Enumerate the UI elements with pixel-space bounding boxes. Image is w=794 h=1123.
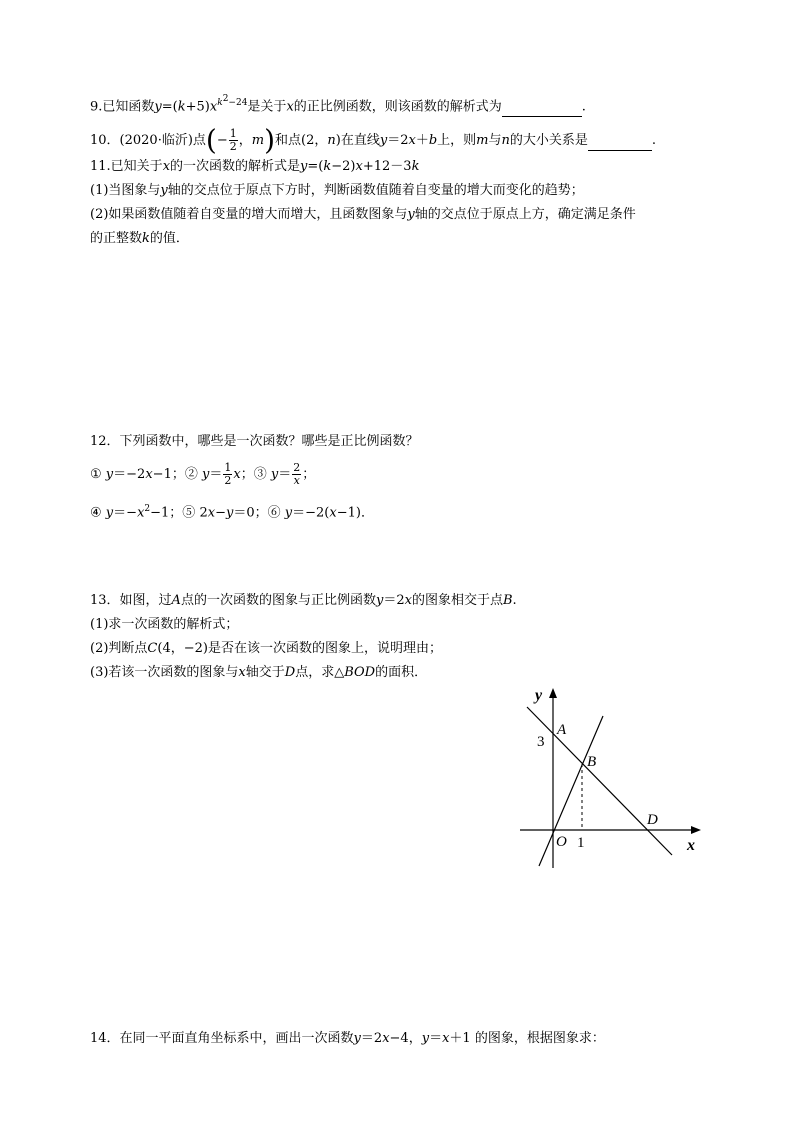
- q11-text: 的正整数: [90, 231, 143, 246]
- q14-text: ＝2: [360, 1031, 383, 1046]
- q11-var: y: [160, 183, 168, 198]
- q12-var: y: [105, 467, 114, 482]
- q12-text: ＝0；⑥: [233, 505, 281, 521]
- question-11-line-4: [90, 230, 189, 248]
- q13-var: A: [171, 593, 181, 608]
- q10-text: 和点(2，: [275, 133, 328, 148]
- q10-text: ＝2: [387, 133, 409, 148]
- q10-text: 的大小关系是: [509, 133, 588, 148]
- q11-text: −2): [331, 159, 356, 174]
- q10-var: n: [501, 133, 510, 148]
- q9-var: k: [177, 99, 186, 115]
- q12-var: x: [233, 467, 241, 482]
- q10-var: n: [327, 133, 336, 148]
- question-9: [90, 90, 586, 117]
- y-axis-label: y: [535, 687, 543, 704]
- denominator: 2: [229, 140, 237, 153]
- right-paren: ): [264, 123, 276, 157]
- q13-var: D: [284, 665, 296, 680]
- q14-var: x: [382, 1031, 390, 1046]
- question-13-line-2: (1)求一次函数的解析式；: [90, 617, 239, 632]
- q11-var: y: [407, 207, 415, 222]
- q12-text: −1；②: [152, 467, 198, 482]
- q10-text: 10．(2020·临沂)点: [90, 133, 206, 148]
- q11-var: k: [142, 231, 150, 246]
- numerator: 2: [293, 461, 301, 474]
- q13-text: (2)判断点: [90, 641, 148, 656]
- q12-text: 2: [199, 505, 208, 521]
- q10-text: ，: [238, 133, 252, 148]
- q12-text: ；③: [240, 467, 267, 482]
- q13-text: ＝2: [383, 593, 405, 608]
- q12-var: x: [329, 505, 337, 521]
- q10-text: )在直线: [335, 133, 380, 148]
- q11-text: =(: [307, 159, 324, 174]
- q11-var: x: [355, 159, 363, 174]
- question-13-line-3: [90, 640, 442, 658]
- q12-var: y: [225, 505, 234, 521]
- tick-label-y-3: 3: [537, 734, 545, 750]
- q10-var: m: [476, 133, 489, 148]
- q9-text: +5): [185, 99, 210, 115]
- tick-label-x-1: 1: [577, 835, 585, 851]
- q9-text: 是关于: [247, 99, 287, 115]
- q12-var: y: [284, 505, 293, 521]
- point-b-label: B: [587, 754, 597, 770]
- q14-var: y: [421, 1031, 430, 1046]
- numerator: 1: [229, 127, 237, 140]
- q9-text: −24: [228, 98, 248, 108]
- q9-text: =(: [161, 99, 178, 115]
- line-y-equals-2x: [539, 716, 603, 866]
- q12-text: ＝: [209, 467, 223, 482]
- denominator: x: [293, 474, 300, 487]
- q9-exponent: [217, 94, 248, 108]
- question-13-line-4: [90, 664, 427, 682]
- q13-text: .: [512, 593, 517, 608]
- q12-var: x: [137, 505, 145, 521]
- q10-var: y: [379, 133, 388, 148]
- q14-text: ＝: [429, 1031, 443, 1046]
- item-number: ①: [90, 467, 102, 482]
- q9-text: 的正比例函数，则该函数的解析式为: [293, 99, 502, 115]
- q12-var: y: [105, 505, 114, 521]
- origin-label: O: [556, 834, 567, 850]
- coordinate-figure: [505, 680, 715, 875]
- q10-var: m: [251, 133, 265, 148]
- q13-var: x: [238, 665, 246, 680]
- question-14: [90, 1030, 605, 1048]
- fraction: [229, 128, 238, 153]
- answer-blank[interactable]: [588, 132, 652, 151]
- q13-var: x: [404, 593, 412, 608]
- q11-text: (1)当图象与: [90, 183, 161, 198]
- q12-var: y: [201, 467, 210, 482]
- x-axis-arrow: [691, 826, 701, 834]
- q11-var: k: [411, 159, 420, 174]
- q11-text: (2)如果函数值随着自变量的增大而增大，且函数图象与: [90, 207, 408, 222]
- q10-text: 与: [488, 133, 502, 148]
- q10-text: ＋: [415, 133, 429, 148]
- fraction: [223, 462, 232, 487]
- q13-text: 的图象相交于点: [411, 593, 503, 608]
- q12-text: ＝−2(: [292, 505, 330, 521]
- question-12-row-1: [90, 462, 315, 487]
- q11-text: 轴的交点位于原点上方，确定满足条件: [414, 207, 636, 222]
- q12-text: −1)．: [336, 505, 374, 521]
- q9-text: .: [581, 99, 586, 115]
- q9-var: x: [209, 99, 218, 115]
- q11-var: k: [323, 159, 332, 174]
- q13-text: (4，−2)是否在该一次函数的图象上，说明理由；: [157, 641, 442, 656]
- question-13-line-1: [90, 592, 517, 610]
- line-through-a-d: [527, 707, 672, 855]
- numerator: 1: [224, 461, 232, 474]
- q13-text: 的面积．: [375, 665, 428, 680]
- q11-text: +12－3: [362, 159, 412, 174]
- q9-text: 9.已知函数: [90, 99, 155, 115]
- q14-text: −4，: [389, 1031, 422, 1046]
- question-10: [90, 123, 657, 157]
- question-12-row-2: [90, 500, 374, 522]
- q11-var: y: [300, 159, 308, 174]
- q11-text: 的一次函数的解析式是: [170, 159, 301, 174]
- question-11-line-1: [90, 158, 419, 176]
- y-axis-arrow: [549, 688, 557, 698]
- x-axis-label: x: [687, 837, 695, 854]
- q12-text: −1；⑤: [150, 505, 196, 521]
- question-11-line-2: [90, 182, 584, 200]
- q9-var: k: [217, 98, 223, 108]
- q13-text: (3)若该一次函数的图象与: [90, 665, 239, 680]
- minus-sign: −: [216, 133, 228, 148]
- q9-var: x: [286, 99, 294, 115]
- q12-var: x: [207, 505, 216, 521]
- exponent: 2: [144, 504, 151, 514]
- q12-text: −: [215, 505, 226, 521]
- q12-text: ＝: [278, 467, 292, 482]
- q11-text: 轴的交点位于原点下方时，判断函数值随着自变量的增大而变化的趋势；: [167, 183, 584, 198]
- point-a-label: A: [557, 722, 567, 738]
- q12-text: ＝−2: [113, 467, 146, 482]
- q12-text: ＝−: [113, 505, 138, 521]
- q10-var: x: [408, 133, 416, 148]
- q10-text: 上，则: [437, 133, 477, 148]
- q11-text: 11.已知关于: [90, 159, 163, 174]
- q9-var: y: [154, 99, 162, 115]
- denominator: 2: [224, 474, 232, 487]
- point-d-label: D: [647, 812, 658, 828]
- q13-var: B: [502, 593, 513, 608]
- q14-var: y: [353, 1031, 361, 1046]
- question-11-line-3: [90, 206, 636, 224]
- fraction: [292, 462, 301, 487]
- q10-text: .: [651, 133, 657, 148]
- q11-var: x: [162, 159, 171, 174]
- q13-text: 点的一次函数的图象与正比例函数: [180, 593, 376, 608]
- q13-var: C: [147, 641, 158, 656]
- q12-var: y: [270, 467, 279, 482]
- item-number: ④: [90, 505, 102, 521]
- q12-text: ；: [302, 467, 316, 482]
- q9-exp2: 2: [222, 94, 229, 104]
- left-paren: (: [205, 123, 217, 157]
- q13-var: BOD: [344, 665, 376, 680]
- q11-text: 的值．: [149, 231, 189, 246]
- q13-text: 点，求△: [295, 665, 345, 680]
- question-12-title: 12．下列函数中，哪些是一次函数？哪些是正比例函数？: [90, 434, 419, 449]
- q14-text: 14．在同一平面直角坐标系中，画出一次函数: [90, 1031, 354, 1046]
- q14-text: ＋1 的图象，根据图象求：: [449, 1031, 605, 1046]
- q13-text: 轴交于: [245, 665, 285, 680]
- answer-blank[interactable]: [502, 98, 582, 117]
- q12-var: x: [145, 467, 153, 482]
- q13-text: 13．如图，过: [90, 593, 172, 608]
- q14-var: x: [442, 1031, 450, 1046]
- q10-var: b: [428, 133, 438, 148]
- q13-var: y: [375, 593, 384, 608]
